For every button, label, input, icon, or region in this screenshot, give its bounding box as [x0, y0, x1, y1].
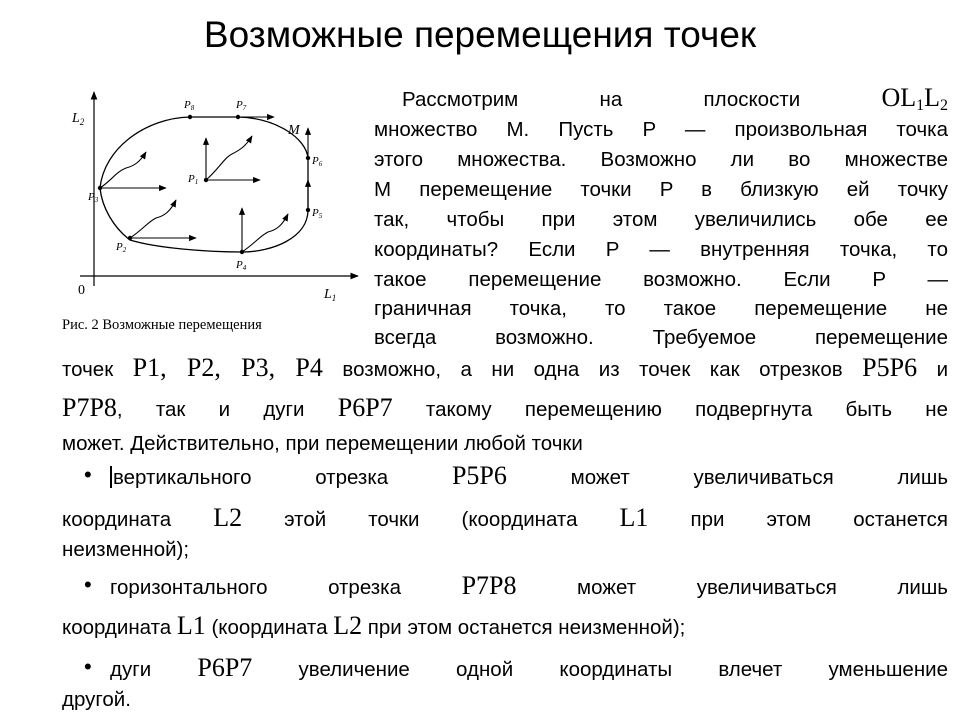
- text-line-11: P7P8, так и дуги P6P7 такому перемещению подвергнута быть не: [62, 393, 948, 422]
- math-p6p7-b: P6P7: [197, 653, 253, 682]
- set-boundary: [100, 117, 308, 252]
- text-line-7: такое перемещение возможно. Если P —: [374, 268, 948, 291]
- label-p7: P7: [236, 99, 247, 112]
- math-l2-b: L2: [333, 611, 363, 640]
- text-line-6: координаты? Если P — внутренняя точка, то: [374, 238, 948, 261]
- bullet-3-line-1: дуги P6P7 увеличение одной координаты влечет уменьшение: [110, 653, 948, 682]
- bullet-1-line-1: вертикального отрезка P5P6 может увеличиваться лишь: [110, 462, 948, 492]
- bullet-3-line-2: другой.: [62, 688, 131, 711]
- text-line-12: может. Действительно, при перемещении любой точки: [62, 432, 583, 455]
- axis-x-label: $L_1$: [324, 287, 337, 303]
- math-p5p6: P5P6: [862, 353, 918, 382]
- math-p7p8: P7P8: [62, 393, 117, 422]
- label-p3: P3: [88, 191, 99, 204]
- math-p5p6-b: P5P6: [451, 461, 507, 490]
- bullet-1-marker: •: [84, 462, 92, 487]
- math-l1: L1: [619, 503, 649, 532]
- text-line-4: M перемещение точки P в близкую ей точку: [374, 178, 948, 201]
- math-p1-p4: P1, P2, P3, P4: [132, 353, 323, 382]
- text-cursor: [110, 466, 112, 488]
- label-p5: P5: [312, 207, 323, 220]
- text-line-8: граничная точка, то такое перемещение не: [374, 297, 948, 320]
- text-line-10: точек P1, P2, P3, P4 возможно, а ни одна из точек как отрезков P5P6 и: [62, 353, 949, 382]
- label-p4: P4: [236, 259, 247, 272]
- label-p2: P2: [116, 241, 127, 254]
- text-line-5: так, чтобы при этом увеличились обе ее: [374, 208, 948, 231]
- label-p6: P6: [312, 155, 323, 168]
- figure-caption: Рис. 2 Возможные перемещения: [62, 317, 262, 333]
- axis-y-label: $L_2$: [72, 111, 85, 127]
- bullet-1-line-3: неизменной);: [62, 538, 190, 561]
- bullet-2-marker: •: [84, 572, 92, 597]
- bullet-2-line-2: координата L1 (координата L2 при этом останется неизменной);: [62, 611, 686, 640]
- origin-label: 0: [78, 283, 85, 298]
- math-l1-b: L1: [176, 611, 206, 640]
- set-label: M: [288, 123, 300, 138]
- label-p1: P1: [188, 173, 199, 186]
- bullet-3-marker: •: [84, 654, 92, 679]
- label-p8: P8: [184, 99, 195, 112]
- math-p6p7: P6P7: [337, 393, 393, 422]
- text-line-9: всегда возможно. Требуемое перемещение: [374, 326, 948, 349]
- math-p7p8-b: P7P8: [461, 571, 517, 600]
- bullet-1-line-2: координата L2 этой точки (координата L1 при этом останется: [62, 503, 948, 532]
- math-l2: L2: [213, 503, 243, 532]
- text-line-1: Рассмотрим на плоскости $OL_1L_2$: [402, 83, 948, 114]
- text-line-3: этого множества. Возможно ли во множестве: [374, 148, 948, 171]
- text-line-2: множество M. Пусть P — произвольная точка: [374, 118, 948, 141]
- page-title: Возможные перемещения точек: [203, 14, 757, 55]
- math-ol1l2: $OL_1L_2$: [881, 83, 948, 114]
- bullet-2-line-1: горизонтального отрезка P7P8 может увеличиваться лишь: [110, 571, 948, 600]
- figure-possible-displacements: [56, 88, 368, 340]
